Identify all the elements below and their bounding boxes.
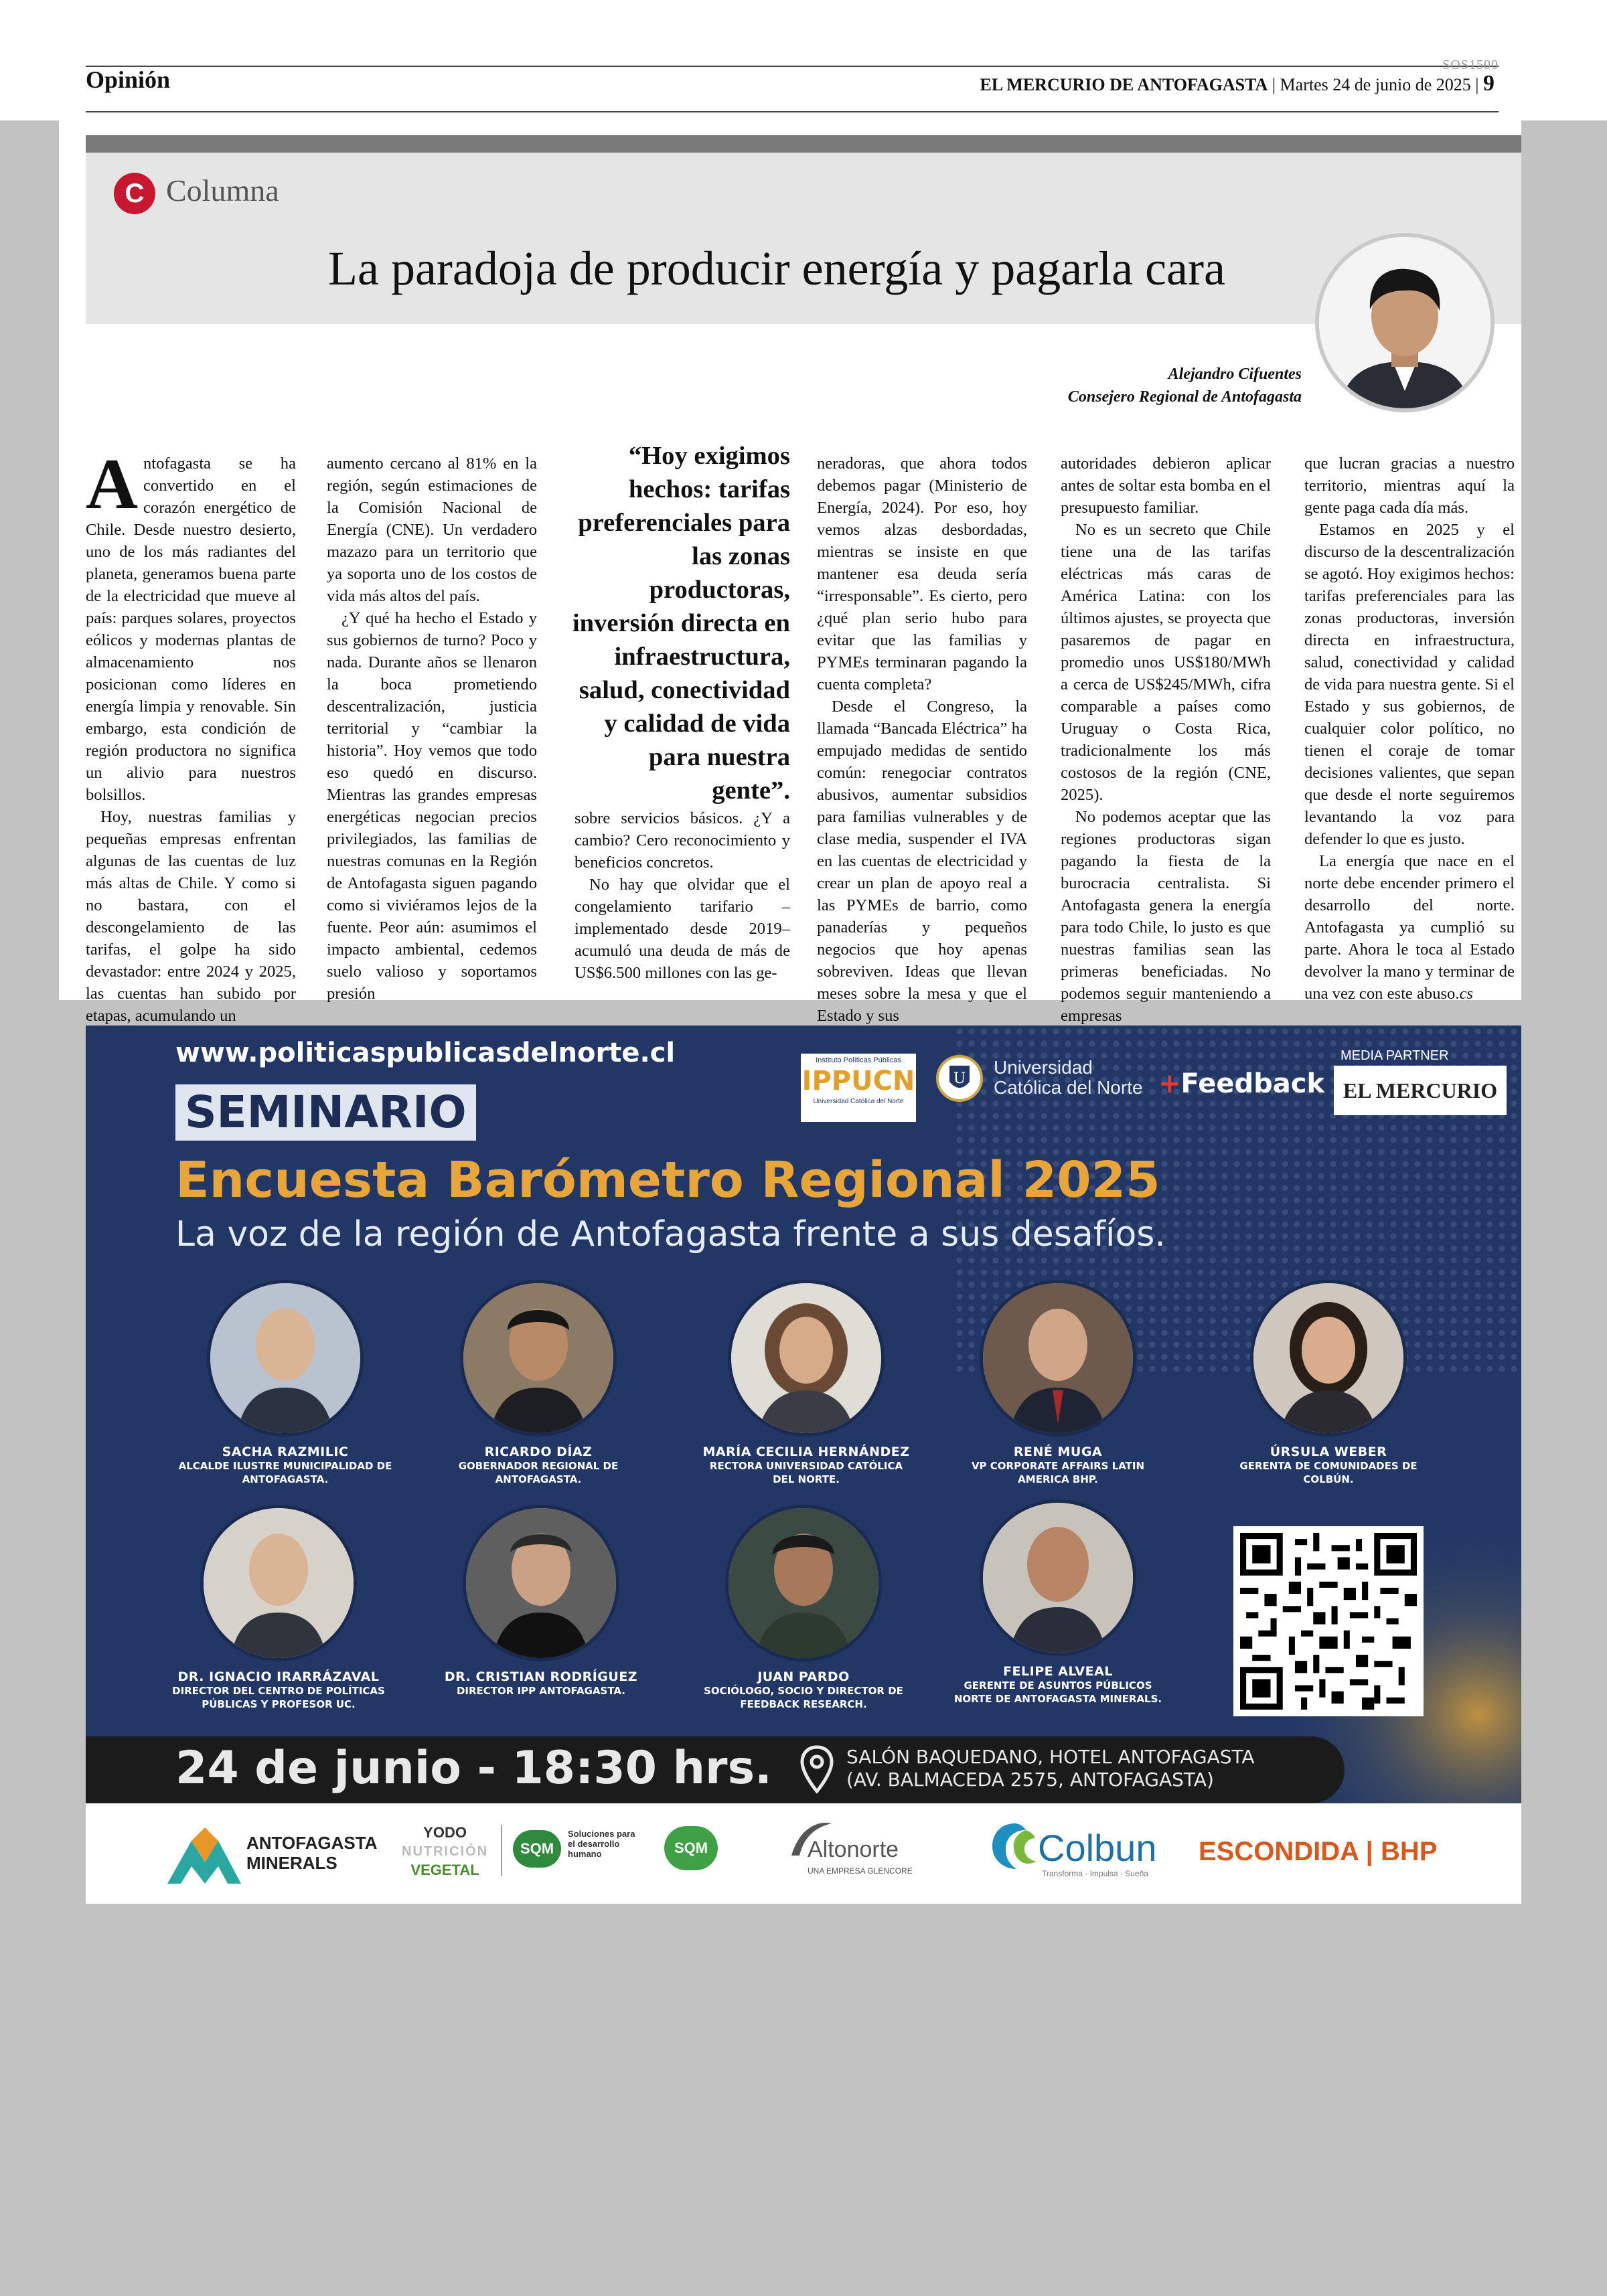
speaker-name: SACHA RAZMILIC bbox=[222, 1445, 349, 1459]
newspaper-name: EL MERCURIO DE ANTOFAGASTA bbox=[980, 75, 1268, 94]
paragraph: Estamos en 2025 y el discurso de la descentralización se agotó. Hoy exigimos hechos: tarifas preferenciales para las zonas productoras, inversión directa en infraestructura, salud, conectividad y calidad de vida para nuestra gente. Si el Estado y sus gobiernos, de cualquier color político, no tienen el coraje de tomar decisiones valientes, que sepan que desde el norte seguiremos levantando la voz para defender lo que es justo. bbox=[1304, 521, 1515, 848]
speaker-role: DIRECTOR DEL CENTRO DE POLÍTICAS PÚBLICAS Y PROFESOR UC. bbox=[172, 1685, 385, 1710]
speaker-card bbox=[178, 1280, 392, 1486]
drop-cap: A bbox=[86, 444, 138, 524]
bhp-text: BHP bbox=[1380, 1837, 1438, 1866]
ippucn-sub: Universidad Católica del Norte bbox=[813, 1098, 904, 1105]
issue-date: Martes 24 de junio de 2025 bbox=[1280, 75, 1471, 94]
feedback-logo: +Feedback bbox=[1158, 1068, 1325, 1099]
end-mark: cs bbox=[1459, 985, 1474, 1003]
sponsor-text: VEGETAL bbox=[410, 1862, 479, 1878]
speaker-photo bbox=[980, 1499, 1136, 1656]
speaker-name: RENÉ MUGA bbox=[1013, 1445, 1103, 1459]
sqm-badge: SQM bbox=[513, 1830, 561, 1868]
paragraph: neradoras, que ahora todos debemos pagar (Ministerio de Energía, 2024). Por eso, hoy vemos alzas desbordadas, mientras se insiste en que mantener esa deuda sería “irresponsable”. Es cierto, pero ¿qué plan serio hubo para evitar que las familias y PYMEs terminaran pagando la cuenta completa? bbox=[817, 455, 1027, 693]
column-badge: C bbox=[114, 173, 155, 214]
altonorte-sub: UNA EMPRESA GLENCORE bbox=[808, 1866, 913, 1876]
page-number: 9 bbox=[1483, 71, 1495, 96]
masthead bbox=[980, 71, 1495, 96]
ucn-line2: Católica del Norte bbox=[994, 1077, 1143, 1098]
speaker-photo bbox=[200, 1505, 357, 1661]
sqm-tagline: Soluciones para el desarrollo humano bbox=[568, 1829, 635, 1859]
antofagasta-minerals-logo bbox=[246, 1833, 377, 1873]
qr-code-icon bbox=[1240, 1533, 1417, 1710]
ucn-shield-icon bbox=[935, 1054, 984, 1103]
seminar-label: SEMINARIO bbox=[175, 1084, 476, 1141]
paragraph: sobre servicios básicos. ¿Y a cambio? Cero reconocimiento y beneficios concretos. bbox=[575, 809, 790, 872]
speaker-card bbox=[951, 1280, 1165, 1486]
ucn-logo bbox=[935, 1054, 1189, 1103]
author-role: Consejero Regional de Antofagasta bbox=[1067, 388, 1302, 406]
section-label: Opinión bbox=[86, 66, 171, 93]
author-portrait bbox=[1315, 233, 1495, 412]
header-bottom-rule bbox=[86, 111, 1499, 112]
ippucn-small-text: Instituto Políticas Públicas bbox=[816, 1056, 901, 1064]
speaker-photo bbox=[980, 1280, 1136, 1437]
ad-title: Encuesta Barómetro Regional 2025 bbox=[175, 1151, 1160, 1209]
speaker-name: MARÍA CECILIA HERNÁNDEZ bbox=[702, 1445, 910, 1459]
speaker-role: GERENTA DE COMUNIDADES DE COLBÚN. bbox=[1239, 1460, 1418, 1485]
speaker-photo bbox=[725, 1505, 882, 1661]
paragraph bbox=[86, 444, 296, 806]
article-column-1 bbox=[86, 444, 296, 1027]
colbun-sub: Transforma · Impulsa · Sueña bbox=[1042, 1869, 1148, 1878]
speaker-role: GERENTE DE ASUNTOS PÚBLICOS NORTE DE ANTOFAGASTA MINERALS. bbox=[953, 1679, 1162, 1705]
paragraph: No podemos aceptar que las regiones productoras sigan pagando la fiesta de la burocracia centralista. Si Antofagasta genera la energía para todo Chile, lo justo es que nuestras familias sean las primeras beneficiadas. No podemos seguir manteniendo a empresas bbox=[1061, 808, 1271, 1025]
qr-code[interactable] bbox=[1233, 1526, 1424, 1716]
speaker-name: FELIPE ALVEAL bbox=[1003, 1664, 1113, 1679]
media-partner-logo: EL MERCURIO bbox=[1334, 1066, 1507, 1115]
pull-quote: “Hoy exigimos hechos: tarifas preferenciales para las zonas productoras, inversión directa en infraestructura, salud, conectividad y calidad de vida para nuestra gente”. bbox=[572, 442, 790, 805]
venue-line-2: (AV. BALMACEDA 2575, ANTOFAGASTA) bbox=[846, 1769, 1214, 1791]
speaker-role: RECTORA UNIVERSIDAD CATÓLICA DEL NORTE. bbox=[709, 1460, 903, 1485]
article-column-3 bbox=[575, 807, 790, 984]
article-column-2 bbox=[327, 453, 537, 1005]
svg-text:U: U bbox=[953, 1070, 966, 1087]
separator: | bbox=[1475, 75, 1483, 94]
paragraph: ¿Y qué ha hecho el Estado y sus gobiernos de turno? Poco y nada. Durante años se llenaron la boca prometiendo descentralización, justicia territorial y “cambiar la historia”. Hoy vemos que todo eso quedó en discurso. Mientras las grandes empresas energéticas negocian precios privilegiados, las familias de nuestras comunas en la Región de Antofagasta siguen pagando como si viviéramos lejos de la fuente. Peor aún: asumimos el impacto ambiental, cedemos suelo valioso y soportamos presión bbox=[327, 609, 537, 1003]
sponsor-text: NUTRICIÓN bbox=[402, 1844, 489, 1859]
speaker-role: GOBERNADOR REGIONAL DE ANTOFAGASTA. bbox=[458, 1460, 619, 1485]
yodo-logo bbox=[402, 1823, 488, 1880]
separator: | bbox=[1272, 75, 1280, 94]
paragraph: que lucran gracias a nuestro territorio, mientras aquí la gente paga cada día más. bbox=[1304, 455, 1515, 517]
paragraph: No hay que olvidar que el congelamiento tarifario –implementado desde 2019– acumuló una deuda de más de US$6.500 millones con las ge- bbox=[575, 876, 790, 982]
paragraph: aumento cercano al 81% en la región, según estimaciones de la Comisión Nacional de Energía (CNE). Un verdadero mazazo para un territorio que ya soporta uno de los costos de vida más altos del país. bbox=[327, 455, 537, 605]
speaker-card bbox=[434, 1505, 648, 1698]
speaker-card bbox=[699, 1280, 913, 1486]
logo-divider: | bbox=[1365, 1837, 1381, 1866]
feedback-text: Feedback bbox=[1180, 1068, 1325, 1099]
colbun-swirl-icon bbox=[988, 1819, 1042, 1873]
venue-line-1: SALÓN BAQUEDANO, HOTEL ANTOFAGASTA bbox=[846, 1746, 1255, 1768]
author-photo bbox=[1319, 237, 1490, 408]
speaker-card bbox=[951, 1499, 1165, 1706]
speaker-card bbox=[171, 1505, 386, 1711]
article-column-4 bbox=[817, 453, 1027, 1027]
speaker-photo bbox=[460, 1280, 617, 1437]
speaker-name: RICARDO DÍAZ bbox=[484, 1445, 593, 1459]
sqm-logo-2: SQM bbox=[664, 1826, 718, 1870]
speaker-photo bbox=[728, 1280, 885, 1437]
header-top-rule bbox=[86, 66, 1499, 67]
page-code: SOS1500 bbox=[1442, 58, 1499, 72]
ippucn-text: IPPUCN bbox=[801, 1066, 915, 1096]
page-header bbox=[0, 0, 1607, 120]
byline bbox=[1068, 363, 1302, 408]
speaker-card bbox=[431, 1280, 645, 1486]
colbun-logo: Colbun bbox=[1038, 1827, 1157, 1869]
speaker-name: DR. CRISTIAN RODRÍGUEZ bbox=[444, 1669, 638, 1684]
author-name: Alejandro Cifuentes bbox=[1168, 365, 1302, 383]
speaker-role: VP CORPORATE AFFAIRS LATIN AMERICA BHP. bbox=[971, 1460, 1145, 1485]
speaker-card bbox=[696, 1505, 911, 1711]
column-kicker: Columna bbox=[166, 173, 279, 208]
article-headline: La paradoja de producir energía y pagarla cara bbox=[328, 242, 1225, 295]
article-column-6 bbox=[1304, 453, 1515, 1005]
sponsor-divider bbox=[501, 1825, 502, 1876]
speaker-role: SOCIÓLOGO, SOCIO Y DIRECTOR DE FEEDBACK RESEARCH. bbox=[704, 1685, 903, 1710]
sponsor-text: ANTOFAGASTA bbox=[246, 1833, 378, 1853]
antofagasta-minerals-icon bbox=[167, 1827, 241, 1884]
paragraph-text: La energía que nace en el norte debe encender primero el desarrollo del norte. Antofagasta ya cumplió su parte. Ahora le toca al Estado devolver la mano y terminar de una vez con este abuso. bbox=[1304, 852, 1515, 1003]
speaker-role: ALCALDE ILUSTRE MUNICIPALIDAD DE ANTOFAGASTA. bbox=[178, 1460, 392, 1485]
sponsor-text: MINERALS bbox=[246, 1853, 337, 1873]
speaker-name: DR. IGNACIO IRARRÁZAVAL bbox=[177, 1669, 380, 1684]
paragraph bbox=[1304, 850, 1515, 1005]
article-column-5 bbox=[1061, 453, 1271, 1027]
paragraph: autoridades debieron aplicar antes de soltar esta bomba en el presupuesto familiar. bbox=[1061, 455, 1271, 517]
ippucn-logo bbox=[801, 1054, 916, 1122]
speaker-card bbox=[1221, 1280, 1436, 1486]
speaker-photo bbox=[463, 1505, 619, 1661]
speaker-name: JUAN PARDO bbox=[757, 1669, 850, 1684]
ad-website-link[interactable]: www.politicaspublicasdelnorte.cl bbox=[175, 1038, 676, 1068]
speaker-photo bbox=[1250, 1280, 1407, 1437]
paragraph: Desde el Congreso, la llamada “Bancada Eléctrica” ha empujado medidas de sentido común: renegociar contratos abusivos, aumentar subsidios para familias vulnerables y de clase media, suspender el IVA en las cuentas de electricidad y crear un plan de apoyo real a las PYMEs de barrio, como panaderías y pequeños negocios que hoy apenas sobreviven. Ideas que llevan meses sobre la mesa y que el Estado y sus bbox=[817, 698, 1027, 1025]
speaker-name: ÚRSULA WEBER bbox=[1270, 1445, 1387, 1459]
speaker-photo bbox=[207, 1280, 364, 1437]
escondida-bhp-logo bbox=[1199, 1837, 1437, 1867]
paragraph: Hoy, nuestras familias y pequeñas empresas enfrentan algunas de las cuentas de luz más altas de Chile. Y como si no bastara, con el descongelamiento de las tarifas, el golpe ha sido devastador: entre 2024 y 2025, las cuentas han subido por etapas, acumulando un bbox=[86, 808, 296, 1025]
event-venue bbox=[846, 1746, 1255, 1791]
speaker-role: DIRECTOR IPP ANTOFAGASTA. bbox=[456, 1685, 626, 1697]
sponsor-text: YODO bbox=[423, 1824, 467, 1841]
event-date-time: 24 de junio - 18:30 hrs. bbox=[175, 1742, 772, 1795]
media-partner-label: MEDIA PARTNER bbox=[1341, 1048, 1449, 1063]
ad-subtitle: La voz de la región de Antofagasta frente a sus desafíos. bbox=[175, 1214, 1166, 1254]
ucn-line1: Universidad bbox=[994, 1057, 1093, 1078]
location-pin-icon bbox=[798, 1744, 836, 1795]
paragraph-text: ntofagasta se ha convertido en el corazón energético de Chile. Desde nuestro desierto, uno de los más radiantes del planeta, generamos buena parte de la electricidad que mueve al país: parques solares, proyectos eólicos y modernas plantas de almacenamiento nos posicionan como líderes en energía limpia y renovable. Sin embargo, esta condición de región productora no significa un alivio para nuestros bolsillos. bbox=[86, 455, 296, 804]
altonorte-logo: Altonorte bbox=[808, 1837, 899, 1862]
escondida-text: ESCONDIDA bbox=[1199, 1837, 1359, 1866]
paragraph: No es un secreto que Chile tiene una de las tarifas eléctricas más caras de América Latina: con los últimos ajustes, se proyecta que pasaremos de pagar en promedio unos US$180/MWh a cerca de US$245/MWh, cifra comparable a países como Uruguay o Costa Rica, tradicionalmente los más costosos de la región (CNE, 2025). bbox=[1061, 521, 1271, 804]
